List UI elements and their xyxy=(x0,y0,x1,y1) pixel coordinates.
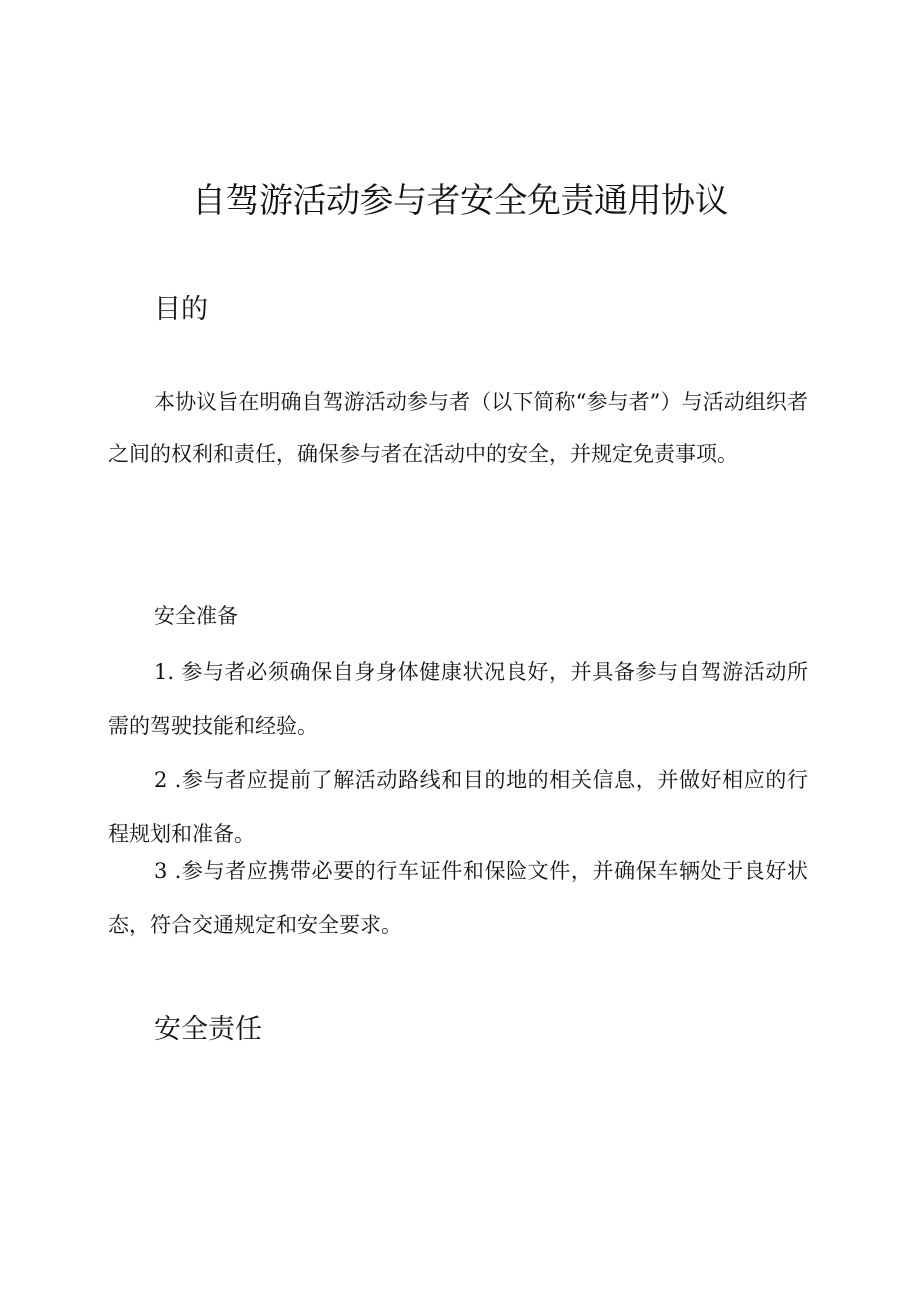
document-title: 自驾游活动参与者安全免责通用协议 xyxy=(192,181,728,221)
list-item: 2 .参与者应提前了解活动路线和目的地的相关信息，并做好相应的行程规划和准备。 xyxy=(108,768,808,846)
purpose-paragraph: 本协议旨在明确自驾游活动参与者（以下简称“参与者”）与活动组织者之间的权利和责任，确保参与者在活动中的安全，并规定免责事项。 xyxy=(108,390,808,466)
section-heading-safety-prep: 安全准备 xyxy=(154,604,238,628)
section-heading-safety-resp: 安全责任 xyxy=(154,1014,262,1045)
list-item: 1. 参与者必须确保自身身体健康状况良好，并具备参与自驾游活动所需的驾驶技能和经验。 xyxy=(108,660,808,738)
section-heading-purpose: 目的 xyxy=(154,294,208,325)
list-item: 3 .参与者应携带必要的行车证件和保险文件，并确保车辆处于良好状态，符合交通规定和安全要求。 xyxy=(108,859,808,937)
